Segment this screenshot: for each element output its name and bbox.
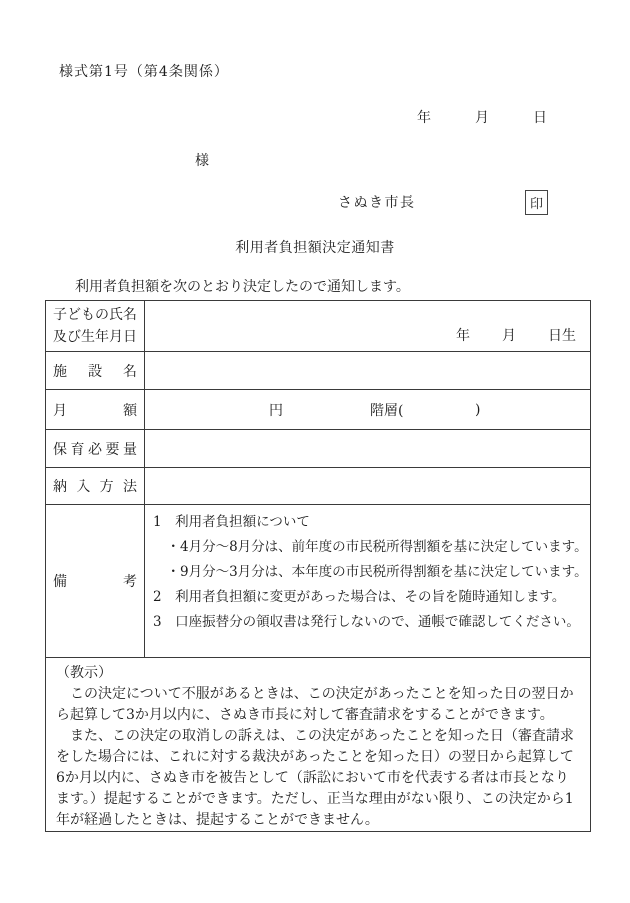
facility-row-label: [46, 352, 145, 389]
remarks-line: 1 利用者負担額について: [153, 514, 310, 530]
birth-year-label: 年: [456, 328, 470, 344]
issue-date-month-label: 月: [475, 110, 489, 126]
table-row-monthly-amount: [46, 390, 590, 430]
tier-prefix-label: 階層(: [370, 402, 404, 419]
facility-label: 施設名: [53, 363, 137, 380]
payment-method-row-label: [46, 468, 145, 504]
table-row-child: [46, 301, 590, 352]
table-row-payment-method: [46, 468, 590, 505]
facility-row-value: [145, 352, 590, 389]
seal-placeholder-box: [525, 190, 548, 215]
appeal-notice-paragraph1: この決定について不服があるときは、この決定があったことを知った日の翌日から起算して3か月以内に、さぬき市長に対して審査請求をすることができます。: [56, 686, 574, 723]
remarks-row-value: [145, 505, 590, 657]
document-title: 利用者負担額決定通知書: [235, 240, 395, 256]
appeal-notice-heading: （教示）: [56, 665, 112, 681]
birth-month-label: 月: [502, 328, 516, 344]
care-amount-label: 保育必要量: [53, 441, 137, 458]
seal-label: 印: [529, 197, 543, 212]
issue-date-line: [417, 107, 547, 127]
appeal-notice-paragraph2: また、この決定の取消しの訴えは、この決定があったことを知った日（審査請求をした場合には、これに対する裁決があったことを知った日）の翌日から起算して6か月以内に、さぬき市を被告として（訴訟において市を代表する者は市長となります。）提起することができます。ただし、正当な理由がない限り、この決定から1年が経過したときは、提起することができません。: [56, 728, 574, 828]
birth-day-label: 日生: [548, 328, 576, 344]
issue-date-year-label: 年: [417, 110, 431, 126]
care-amount-row-label: [46, 430, 145, 467]
table-row-facility: [46, 352, 590, 390]
monthly-amount-label: 月額: [53, 402, 137, 419]
remarks-line: 3 口座振替分の領収書は発行しないので、通帳で確認してください。: [153, 614, 580, 630]
yen-unit-label: 円: [269, 402, 283, 419]
child-row-value: [145, 301, 590, 351]
child-row-label: [46, 301, 145, 351]
issue-date-day-label: 日: [533, 110, 547, 126]
birthdate-template: [456, 325, 576, 345]
child-label-line2: 及び生年月日: [53, 329, 137, 345]
addressee-honorific: 様: [195, 153, 209, 169]
payment-method-row-value: [145, 468, 590, 504]
intro-sentence: 利用者負担額を次のとおり決定したので通知します。: [75, 279, 410, 295]
remarks-line: ・9月分～3月分は、本年度の市民税所得割額を基に決定しています。: [153, 564, 588, 580]
remarks-line: ・4月分～8月分は、前年度の市民税所得割額を基に決定しています。: [153, 539, 588, 555]
table-row-remarks: [46, 505, 590, 658]
appeal-notice-section: [46, 658, 590, 831]
remarks-line: 2 利用者負担額に変更があった場合は、その旨を随時通知します。: [153, 589, 566, 605]
remarks-row-label: [46, 505, 145, 657]
monthly-amount-row-label: [46, 390, 145, 429]
monthly-amount-row-value: [145, 390, 590, 429]
form-number: 様式第1号（第4条関係）: [59, 64, 229, 80]
payment-method-label: 納入方法: [53, 479, 137, 495]
remarks-label: 備考: [53, 574, 137, 590]
tier-suffix-label: ): [475, 401, 481, 418]
issuer-name: さぬき市長: [338, 195, 416, 211]
care-amount-row-value: [145, 430, 590, 467]
child-label-line1: 子どもの氏名: [53, 307, 137, 323]
decision-table: [45, 300, 591, 832]
table-row-care-amount: [46, 430, 590, 468]
